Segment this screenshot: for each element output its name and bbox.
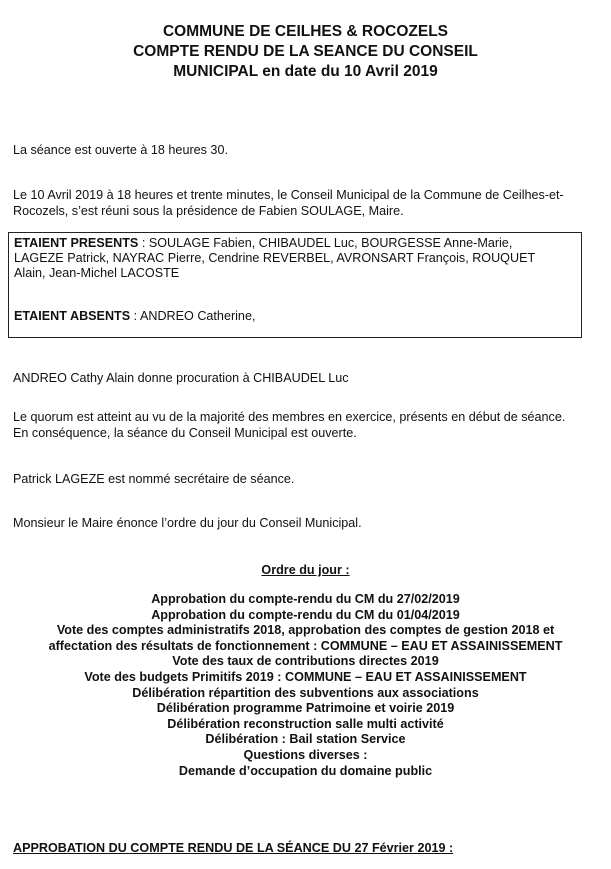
title-line-2: COMPTE RENDU DE LA SEANCE DU CONSEIL [133,43,478,60]
section-heading: APPROBATION DU COMPTE RENDU DE LA SÉANCE DU 27 Février 2019 : [13,841,454,855]
present-label: ETAIENT PRESENTS [14,236,139,250]
secretary-statement: Patrick LAGEZE est nommé secrétaire de séance. [13,472,295,486]
quorum-paragraph [13,409,601,441]
quorum-line-2: En conséquence, la séance du Conseil Municipal est ouverte. [13,426,357,440]
agenda-item: Délibération programme Patrimoine et voirie 2019 [156,701,455,716]
agenda-item: Demande d’occupation du domaine public [178,763,433,778]
agenda-item: Délibération reconstruction salle multi activité [167,716,444,731]
present-names-1: : SOULAGE Fabien, CHIBAUDEL Luc, BOURGESSE Anne-Marie, [138,236,513,250]
agenda-item: Délibération : Bail station Service [205,732,406,747]
agenda-item: Approbation du compte-rendu du CM du 27/02/2019 [151,592,460,606]
agenda-item: Vote des taux de contributions directes 2019 [172,654,439,669]
document-title [0,22,611,82]
absent-names: : ANDREO Catherine, [130,309,256,323]
intro-line-2: Rocozels, s’est réuni sous la présidence de Fabien SOULAGE, Maire. [13,204,404,218]
agenda-item: Approbation du compte-rendu du CM du 01/04/2019 [151,607,460,622]
agenda-item: Questions diverses : [243,747,368,762]
title-line-3: MUNICIPAL en date du 10 Avril 2019 [173,63,438,80]
intro-paragraph [13,187,601,219]
present-line-3: Alain, Jean-Michel LACOSTE [14,266,180,280]
proxy-statement: ANDREO Cathy Alain donne procuration à CHIBAUDEL Luc [13,371,349,385]
agenda-item: affectation des résultats de fonctionnement : COMMUNE – EAU ET ASSAINISSEMENT [48,638,563,653]
present-line-2: LAGEZE Patrick, NAYRAC Pierre, Cendrine REVERBEL, AVRONSART François, ROUQUET [14,251,536,265]
agenda-item: Délibération répartition des subventions aux associations [132,685,479,700]
opening-statement: La séance est ouverte à 18 heures 30. [13,143,228,157]
present-line-1 [14,235,512,251]
agenda-list [0,592,611,779]
agenda-item: Vote des budgets Primitifs 2019 : COMMUNE – EAU ET ASSAINISSEMENT [84,669,527,684]
agenda-title: Ordre du jour : [261,563,350,577]
mayor-statement: Monsieur le Maire énonce l’ordre du jour du Conseil Municipal. [13,516,362,530]
absent-label: ETAIENT ABSENTS [14,309,131,323]
intro-line-1: Le 10 Avril 2019 à 18 heures et trente minutes, le Conseil Municipal de la Commune de Ceilhes-et- [13,188,564,202]
agenda-item: Vote des comptes administratifs 2018, approbation des comptes de gestion 2018 et [56,623,555,638]
attendance-box [8,232,582,338]
absent-line [14,308,255,324]
title-line-1: COMMUNE DE CEILHES & ROCOZELS [162,23,449,40]
quorum-line-1: Le quorum est atteint au vu de la majorité des membres en exercice, présents en début de séance. [13,410,566,424]
